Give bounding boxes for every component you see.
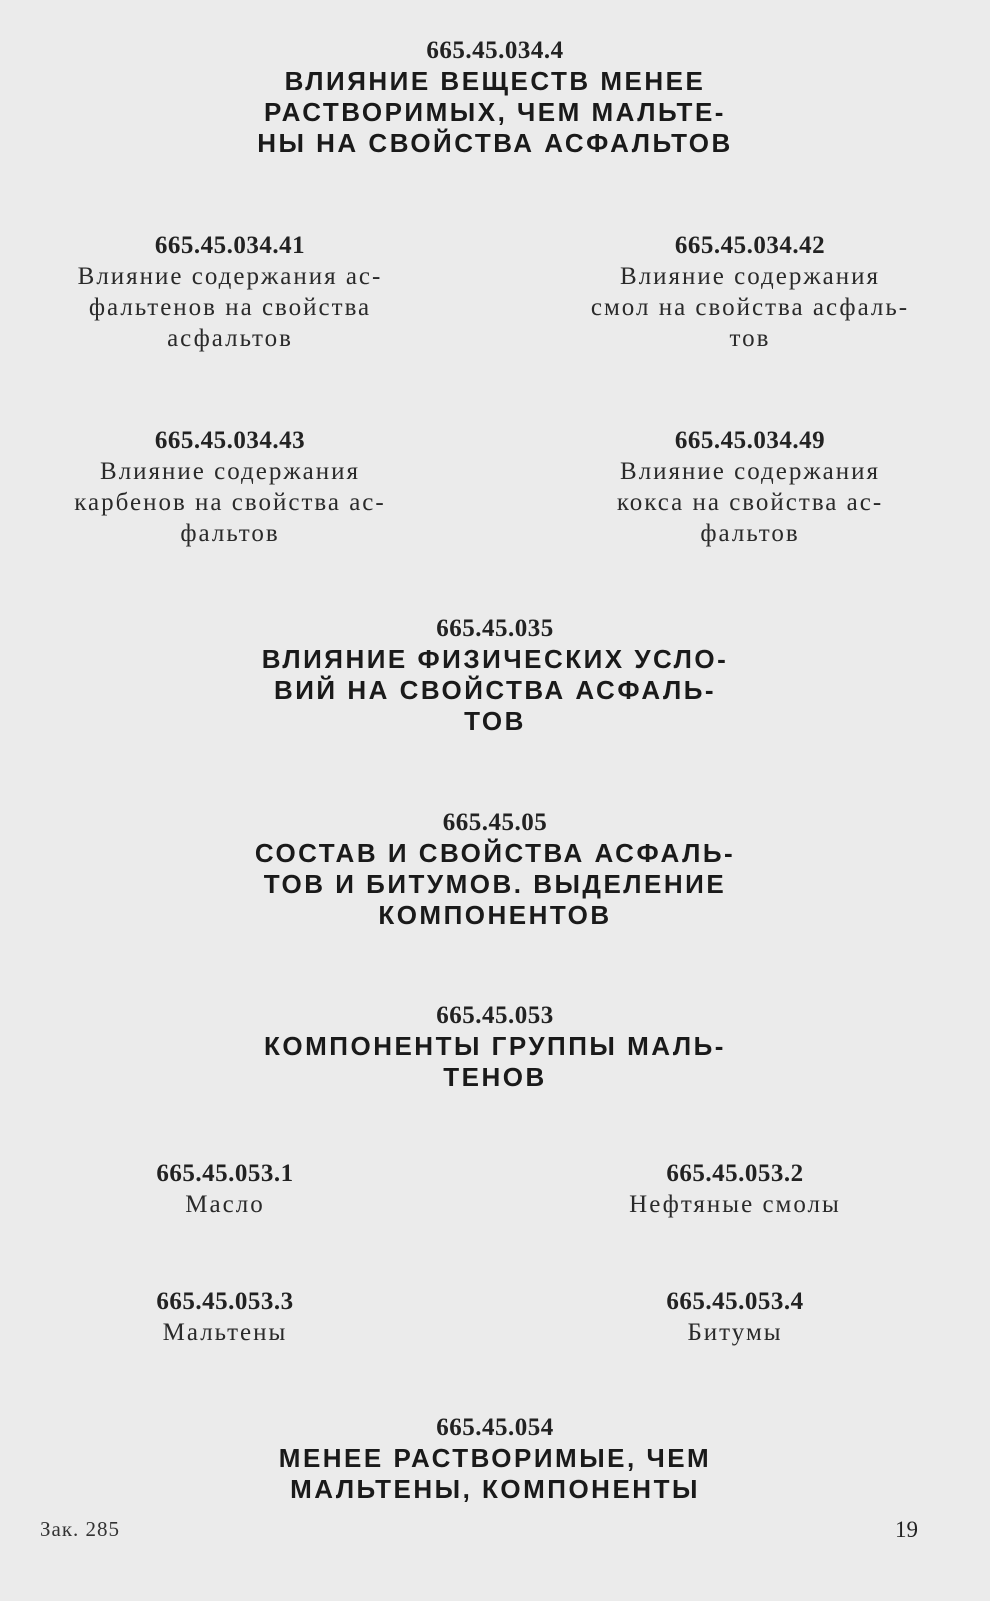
entry bbox=[20, 426, 440, 549]
entry bbox=[20, 231, 440, 354]
entry-code: 665.45.053.2 bbox=[666, 1160, 804, 1187]
entry-text-line: Битумы bbox=[687, 1319, 783, 1346]
section-title-line: ВИЙ НА СВОЙСТВА АСФАЛЬ- bbox=[273, 675, 717, 705]
section-title-line: ВЛИЯНИЕ ФИЗИЧЕСКИХ УСЛО- bbox=[261, 644, 729, 674]
entry-text-line: Влияние содержания ас- bbox=[77, 263, 383, 290]
section-title-line: ВЛИЯНИЕ ВЕЩЕСТВ МЕНЕЕ bbox=[284, 66, 706, 96]
entry bbox=[20, 1287, 430, 1348]
entry-text-line: карбенов на свойства ас- bbox=[74, 489, 386, 516]
entry-text-line: тов bbox=[729, 325, 771, 352]
entry-code: 665.45.034.49 bbox=[674, 427, 826, 454]
section-code: 665.45.035 bbox=[436, 615, 554, 642]
section-heading bbox=[0, 1413, 990, 1505]
section-title-line: СОСТАВ И СВОЙСТВА АСФАЛЬ- bbox=[254, 838, 736, 868]
section-title-line: МАЛЬТЕНЫ, КОМПОНЕНТЫ bbox=[290, 1474, 700, 1504]
section-code: 665.45.034.4 bbox=[426, 37, 564, 64]
entry-text-line: Нефтяные смолы bbox=[629, 1191, 841, 1218]
entry-text-line: фальтов bbox=[180, 520, 280, 547]
entry-code: 665.45.053.4 bbox=[666, 1288, 804, 1315]
entry-text-line: Влияние содержания bbox=[620, 458, 880, 485]
section-code: 665.45.053 bbox=[436, 1002, 554, 1029]
section-title-line: МЕНЕЕ РАСТВОРИМЫЕ, ЧЕМ bbox=[278, 1443, 712, 1473]
section-title-line: РАСТВОРИМЫХ, ЧЕМ МАЛЬТЕ- bbox=[264, 97, 726, 127]
entry-code: 665.45.034.43 bbox=[154, 427, 306, 454]
section-title-line: КОМПОНЕНТОВ bbox=[378, 900, 612, 930]
entry-text-line: Масло bbox=[185, 1191, 265, 1218]
section-title-line: КОМПОНЕНТЫ ГРУППЫ МАЛЬ- bbox=[264, 1031, 726, 1061]
entry-code: 665.45.034.41 bbox=[154, 232, 306, 259]
section-heading bbox=[0, 808, 990, 931]
entry-text-line: фальтенов на свойства bbox=[88, 294, 372, 321]
section-title-line: ТОВ bbox=[464, 706, 526, 736]
entry bbox=[535, 1159, 935, 1220]
section-heading bbox=[0, 1001, 990, 1093]
section-heading bbox=[0, 614, 990, 737]
entry-text-line: смол на свойства асфаль- bbox=[590, 294, 910, 321]
page-number: 19 bbox=[895, 1517, 918, 1542]
entry-text-line: кокса на свойства ас- bbox=[616, 489, 884, 516]
entry-text-line: фальтов bbox=[700, 520, 800, 547]
entry-text-line: Влияние содержания bbox=[100, 458, 360, 485]
entry-code: 665.45.034.42 bbox=[674, 232, 826, 259]
entry bbox=[20, 1159, 430, 1220]
order-note: Зак. 285 bbox=[40, 1517, 121, 1541]
entry-code: 665.45.053.1 bbox=[156, 1160, 294, 1187]
entry-code: 665.45.053.3 bbox=[156, 1288, 294, 1315]
entry-text-line: Мальтены bbox=[162, 1319, 288, 1346]
section-title-line: НЫ НА СВОЙСТВА АСФАЛЬТОВ bbox=[257, 128, 733, 158]
section-title-line: ТЕНОВ bbox=[443, 1062, 547, 1092]
section-title-line: ТОВ И БИТУМОВ. ВЫДЕЛЕНИЕ bbox=[263, 869, 727, 899]
entry bbox=[540, 426, 960, 549]
entry bbox=[535, 1287, 935, 1348]
entry-text-line: асфальтов bbox=[167, 325, 293, 352]
section-heading bbox=[0, 36, 990, 159]
section-code: 665.45.05 bbox=[442, 809, 548, 836]
entry bbox=[540, 231, 960, 354]
entry-text-line: Влияние содержания bbox=[620, 263, 880, 290]
section-code: 665.45.054 bbox=[436, 1414, 554, 1441]
